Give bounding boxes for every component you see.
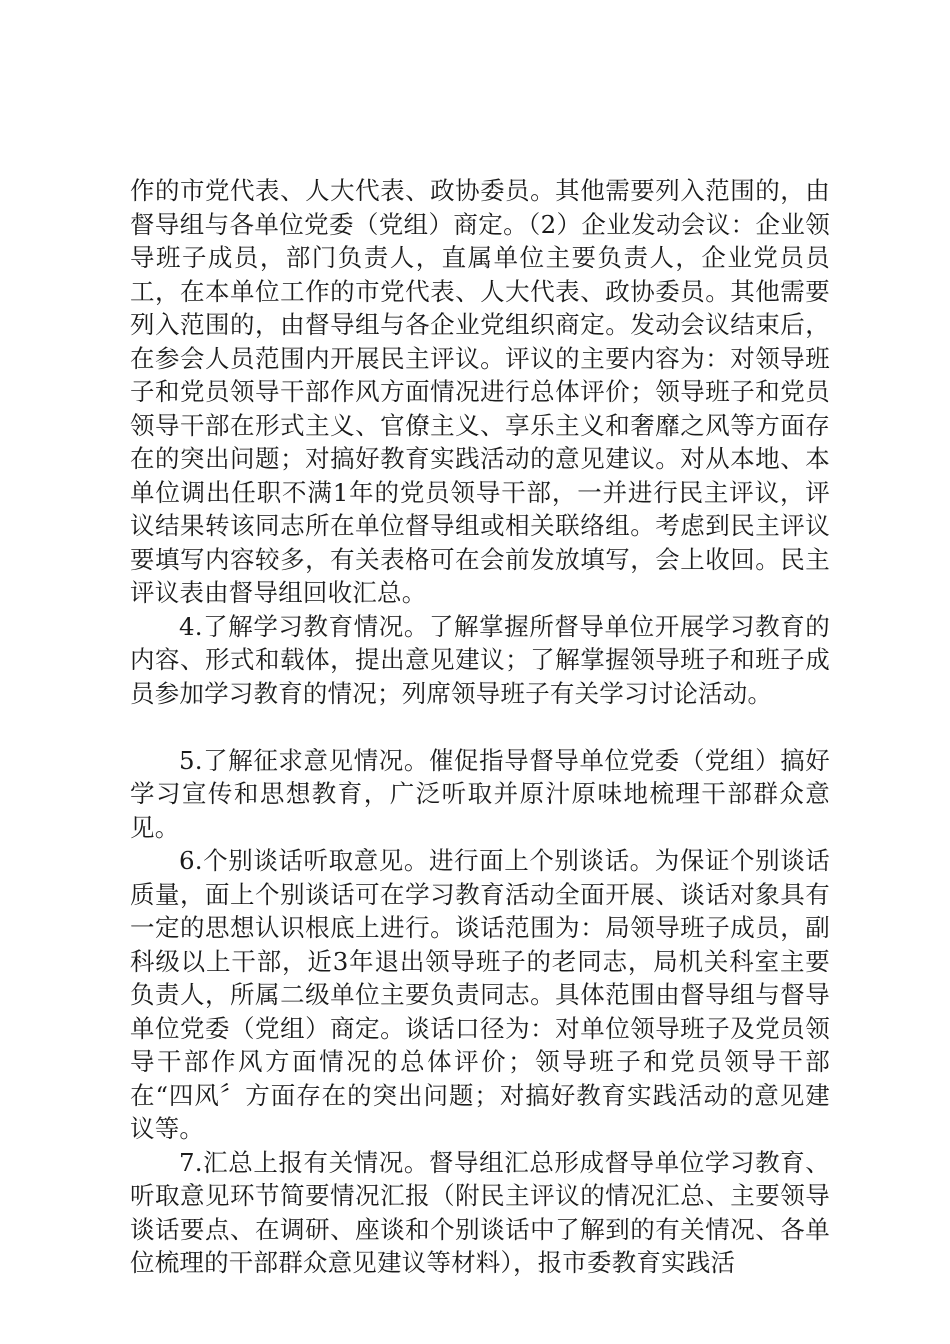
document-body xyxy=(130,174,830,1280)
paragraph-item-6: 6.个别谈话听取意见。进行面上个别谈话。为保证个别谈话质量，面上个别谈话可在学习教育活动全面开展、谈话对象具有一定的思想认识根底上进行。谈话范围为：局领导班子成员，副科级以上干部，近3年退出领导班子的老同志，局机关科室主要负责人，所属二级单位主要负责同志。具体范围由督导组与督导单位党委（党组）商定。谈话口径为：对单位领导班子及党员领导干部作风方面情况的总体评价；领导班子和党员领导干部在“四风〞方面存在的突出问题；对搞好教育实践活动的意见建议等。 xyxy=(130,846,830,1143)
paragraph-continued: 作的市党代表、人大代表、政协委员。其他需要列入范围的，由督导组与各单位党委（党组）商定。（2）企业发动会议：企业领导班子成员，部门负责人，直属单位主要负责人，企业党员员工，在本单位工作的市党代表、人大代表、政协委员。其他需要列入范围的，由督导组与各企业党组织商定。发动会议结束后，在参会人员范围内开展民主评议。评议的主要内容为：对领导班子和党员领导干部作风方面情况进行总体评价；领导班子和党员领导干部在形式主义、官僚主义、享乐主义和奢靡之风等方面存在的突出问题；对搞好教育实践活动的意见建议。对从本地、本单位调出任职不满1年的党员领导干部，一并进行民主评议，评议结果转该同志所在单位督导组或相关联络组。考虑到民主评议要填写内容较多，有关表格可在会前发放填写，会上收回。民主评议表由督导组回收汇总。 xyxy=(130,176,830,607)
paragraph-item-7: 7.汇总上报有关情况。督导组汇总形成督导单位学习教育、听取意见环节简要情况汇报（附民主评议的情况汇总、主要领导谈话要点、在调研、座谈和个别谈话中了解到的有关情况、各单位梳理的干部群众意见建议等材料），报市委教育实践活 xyxy=(130,1147,830,1277)
paragraph-item-5: 5.了解征求意见情况。催促指导督导单位党委（党组）搞好学习宣传和思想教育，广泛听取并原汁原味地梳理干部群众意见。 xyxy=(130,745,830,842)
paragraph-item-4: 4.了解学习教育情况。了解掌握所督导单位开展学习教育的内容、形式和载体，提出意见建议；了解掌握领导班子和班子成员参加学习教育的情况；列席领导班子有关学习讨论活动。 xyxy=(130,611,830,708)
